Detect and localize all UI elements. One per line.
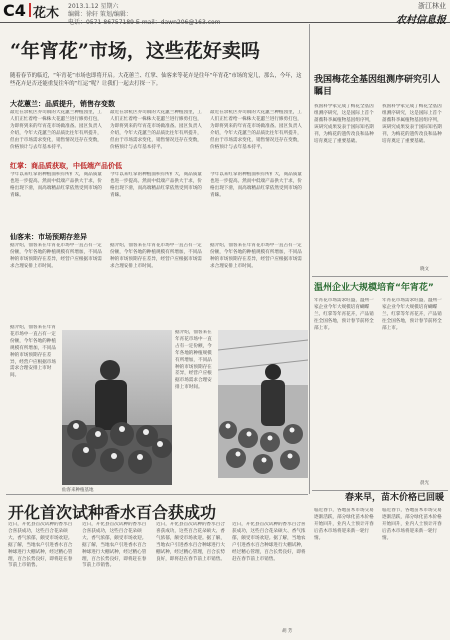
- section-heading-1: 大花蕙兰：品质提升，销售存变数: [10, 100, 115, 108]
- col-text: 近日，开化县首次试种的香水百合喜获成功，这些百合花朵硕大、香气浓郁，颇受市场欢迎。据了解，当地农户引进香水百合种球进行大棚试种，经过精心管理，百合长势良好，即将赶在春节前上市销售。: [8, 522, 73, 569]
- col-text: 年宵花市场需求旺盛，温州一家企业今年大规模培育蝴蝶兰、红掌等年宵花卉，产品销往全国各地，预计春节前将全部上市。: [382, 298, 442, 331]
- col-text: 据介绍，仙客来在年宵花市场中一直占有一定份额，今年各地的种植规模有所增加，不同品种的市场预期存在差异，经营户应根据市场需求合理安排上市时间。: [210, 243, 302, 269]
- brand-subtitle: 浙江林业: [418, 2, 446, 10]
- sidebar-headline-1: 我国梅花全基因组测序研究引人瞩目: [314, 75, 441, 97]
- brand-name: 农村信息报: [396, 15, 446, 26]
- cyclamen-photo-1: [62, 330, 172, 485]
- section-divider: [6, 494, 308, 495]
- column-divider: [309, 24, 310, 494]
- byline: 胡 芳: [282, 629, 293, 634]
- header-divider: [29, 3, 31, 17]
- col-text: 最近在余杭区乔司镇的大花蕙兰种植园里，工人们正忙着给一株株大花蕙兰进行修剪打包，为即将到来的年宵花市场做准备。园区负责人介绍，今年大花蕙兰的品质比往年有所提升，但由于市场需求变化，销售情况还存在变数，价格预计与去年基本持平。: [210, 110, 302, 150]
- section-divider: [312, 490, 448, 491]
- sidebar-headline-3: 春来早，苗木价格已回暖: [345, 493, 445, 503]
- header-contact: 电话：0571-86757189 E-mail：dawn206@163.com: [68, 19, 221, 26]
- section-title: 花木: [33, 6, 60, 21]
- header-meta: [68, 3, 221, 27]
- col-text: 年宵花市场需求旺盛，温州一家企业今年大规模培育蝴蝶兰、红掌等年宵花卉，产品销往全国各地，预计春节前将全部上市。: [314, 298, 374, 331]
- section-divider: [312, 276, 448, 277]
- sidebar-headline-2: 温州企业大规模培育“年宵花”: [314, 283, 434, 293]
- col-text: 据介绍，仙客来在年宵花市场中一直占有一定份额，今年各地的种植规模有所增加，不同品种的市场预期存在差异，经营户应根据市场需求合理安排上市时间。: [10, 243, 102, 269]
- header-date: 2013.1.12 星期六: [68, 3, 119, 10]
- col-text: 据介绍，仙客来在年宵花市场中一直占有一定份额，今年各地的种植规模有所增加，不同品种的市场预期存在差异，经营户应根据市场需求合理安排上市时间。: [110, 243, 202, 269]
- cyclamen-photo-2: [218, 330, 308, 478]
- col-text: 近日，开化县首次试种的香水百合喜获成功，这些百合花朵硕大、香气浓郁，颇受市场欢迎。据了解，当地农户引进香水百合种球进行大棚试种，经过精心管理，百合长势良好，即将赶在春节前上市销售。: [156, 522, 225, 562]
- section-heading-2: 红掌：商品质获取，中低端产品价低: [10, 162, 122, 170]
- col-text: 临近春节，各地苗木市场交易逐渐活跃，部分绿化苗木价格开始回升，业内人士预计开春后苗木市场将迎来新一轮行情。: [314, 508, 374, 541]
- main-lead: 随着春节的临近，“年宵花”市场也即将开启。大花蕙兰、红掌、仙客来等花卉是往年“年宵花”市场的宠儿，那么，今年，这些花卉是否还能重复往年的“红运”呢？让我们一起去打探一下。: [10, 73, 302, 87]
- col-text: 最近在余杭区乔司镇的大花蕙兰种植园里，工人们正忙着给一株株大花蕙兰进行修剪打包，为即将到来的年宵花市场做准备。园区负责人介绍，今年大花蕙兰的品质比往年有所提升，但由于市场需求变化，销售情况还存在变数，价格预计与去年基本持平。: [110, 110, 202, 150]
- col-text: 临近春节，各地苗木市场交易逐渐活跃，部分绿化苗木价格开始回升，业内人士预计开春后苗木市场将迎来新一轮行情。: [382, 508, 442, 541]
- section-heading-3: 仙客来：市场预期存差异: [10, 233, 87, 241]
- col-text: 今年以来红掌的种植面积有所扩大，商品质量也进一步提高。然而中低端产品供大于求，价格出现下滑，而高端精品红掌依然受到市场的青睐。: [10, 172, 102, 198]
- col-text: 最近在余杭区乔司镇的大花蕙兰种植园里，工人们正忙着给一株株大花蕙兰进行修剪打包，为即将到来的年宵花市场做准备。园区负责人介绍，今年大花蕙兰的品质比往年有所提升，但由于市场需求变化，销售情况还存在变数，价格预计与去年基本持平。: [10, 110, 102, 150]
- byline: 晨光: [420, 481, 429, 486]
- header-editor: 编辑：徐轩 策划/编辑：: [68, 11, 132, 18]
- col-text: 据介绍，仙客来在年宵花市场中一直占有一定份额，今年各地的种植规模有所增加，不同品种的市场预期存在差异，经营户应根据市场需求合理安排上市时间。: [175, 330, 212, 391]
- photo-caption: 仙客来种植基地: [62, 488, 94, 493]
- col-text: 今年以来红掌的种植面积有所扩大，商品质量也进一步提高。然而中低端产品供大于求，价格出现下滑，而高端精品红掌依然受到市场的青睐。: [210, 172, 302, 198]
- col-text: 近日，开化县首次试种的香水百合喜获成功，这些百合花朵硕大、香气浓郁，颇受市场欢迎。据了解，当地农户引进香水百合种球进行大棚试种，经过精心管理，百合长势良好，即将赶在春节前上市销售。: [232, 522, 306, 562]
- bottom-headline: 开化首次试种香水百合获成功: [8, 503, 217, 522]
- byline: 晓文: [420, 267, 429, 272]
- page-code: C4: [3, 1, 26, 20]
- col-text: 我国科学家完成了梅花全基因组测序研究，这是国际上首个蔷薇科李属植物基因组序列，该研究成果发表于国际知名期刊，为梅花的遗传改良和品种培育奠定了重要基础。: [314, 104, 374, 144]
- col-text: 我国科学家完成了梅花全基因组测序研究，这是国际上首个蔷薇科李属植物基因组序列，该研究成果发表于国际知名期刊，为梅花的遗传改良和品种培育奠定了重要基础。: [382, 104, 442, 144]
- page-header: [0, 0, 450, 26]
- col-text: 据介绍，仙客来在年宵花市场中一直占有一定份额，今年各地的种植规模有所增加，不同品种的市场预期存在差异，经营户应根据市场需求合理安排上市时间。: [10, 325, 56, 379]
- col-text: 近日，开化县首次试种的香水百合喜获成功，这些百合花朵硕大、香气浓郁，颇受市场欢迎。据了解，当地农户引进香水百合种球进行大棚试种，经过精心管理，百合长势良好，即将赶在春节前上市销售。: [82, 522, 147, 569]
- col-text: 今年以来红掌的种植面积有所扩大，商品质量也进一步提高。然而中低端产品供大于求，价格出现下滑，而高端精品红掌依然受到市场的青睐。: [110, 172, 202, 198]
- newspaper-brand: [396, 1, 446, 26]
- main-headline: “年宵花”市场，这些花好卖吗: [10, 40, 260, 62]
